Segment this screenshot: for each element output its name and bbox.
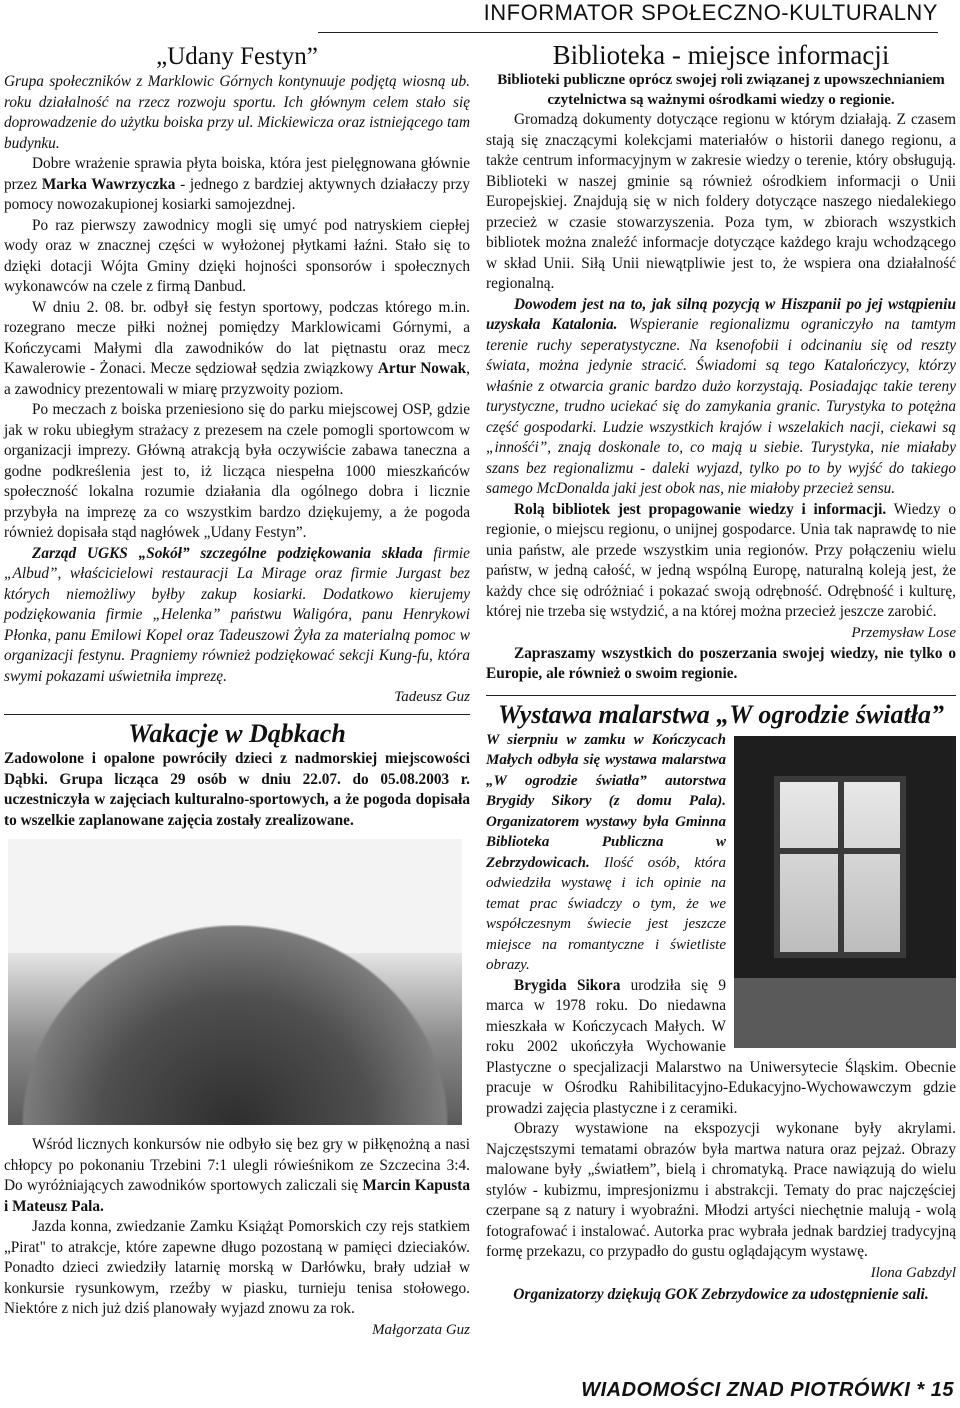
text: urodziła się 9 marca w 1978 roku. Do niedawna mieszkała w Kończycach Małych. W roku 2002 ukończyła Wychowanie Plastyczne o specjalizacji Malarstwo na Uniwersytecie Śląskim. Obecnie pracuje w Ośrodku Rahibilitacyjno-Edukacyjno-Wychowawczym gdzie prowadzi zajęcia plastyczne i z ceramiki. (486, 976, 956, 1117)
biblioteka-paragraph (486, 500, 956, 623)
biblioteka-title: Biblioteka - miejsce informacji (552, 40, 890, 70)
bold-lead: Rolą bibliotek jest propagowanie wiedzy i informacji. (514, 500, 887, 518)
festyn-thanks (4, 544, 470, 688)
text: Ilość osób, która odwiedziła wystawę i ich opinie na temat prac świadczy o tym, że we współczesnym świecie jest jeszcze miejsce na romantyczne i świetliste obrazy. (486, 854, 726, 973)
left-column (4, 40, 470, 1341)
festyn-intro: Grupa społeczników z Marklowic Górnych kontynuuje podjętą wiosną ub. roku działalność na rzecz rozwoju sportu. Ich głównym celem stało się doprowadzenie do użytku boiska przy ul. Mickiewicza oraz istniejącego tam budynku. (4, 73, 470, 152)
group-photo (8, 839, 462, 1125)
biblioteka-paragraph: Gromadzą dokumenty dotyczące regionu w którym działają. Z czasem stają się znaczącymi kolekcjami materiałów o historii danego regionu, a także centrum informacyjnym w zakresie wiedzy o terenie, który obsługują. Biblioteki w naszej gminie są również ośrodkiem informacji o Unii Europejskiej. Znajdują się w nich foldery dotyczące naszego niedalekiego przecież w czasie stowarzyszenia. Poza tym, w zbiorach wszystkich bibliotek można znaleźć informacje dotyczące każdego kraju wchodzącego w skład Unii. Siłą Unii niewątpliwie jest to, że wspiera ona działalność regionalną. (486, 111, 956, 292)
person-name: Artur Nowak (377, 360, 467, 377)
wakacje-paragraph: Jazda konna, zwiedzanie Zamku Książąt Pomorskich czy rejs statkiem „Pirat" to atrakcje, które zapewne długo pozostaną w pamięci dzieciaków. Ponadto dzieci zwiedziły latarnię morską w Darłówku, brały udział w konkursie rysunkowym, rzeźby w piasku, turnieju tenisa stołowego. Niektóre z nich już dziś planowały wyjazd znowu za rok. (4, 1218, 470, 1317)
wakacje-lead: Zadowolone i opalone powróciły dzieci z nadmorskiej miejscowości Dąbki. Grupa licząca 29 osób w dniu 22.07. do 05.08.2003 r. uczestniczyła w zajęciach kulturalno-sportowych, a że pogoda dopisała to wszelkie zaplanowane zajęcia zostały zrealizowane. (4, 750, 470, 829)
right-column (486, 40, 956, 1306)
festyn-paragraph (4, 298, 470, 401)
wakacje-title: Wakacje w Dąbkach (128, 719, 346, 748)
festyn-paragraph: Po meczach z boiska przeniesiono się do parku miejscowej OSP, gdzie jak w roku ubiegłym strażacy z prezesem na czele pomogli sportowcom w organizacji imprezy. Główną atrakcją była oczywiście zabawa taneczna a godne podkreślenia jest to, iż licząca niespełna 1000 mieszkańców społeczność lokalna rozumie działania dla ogólnego dobra i licznie przybyła na imprezę za co wszystkim bardzo dziękujemy, a że pogoda również dopisała stąd nagłówek „Udany Festyn”. (4, 401, 470, 541)
text: W dniu 2. 08. br. odbył się festyn sportowy, podczas którego m.in. rozegrano mecze piłki nożnej pomiędzy Marklowicami Górnymi, a Kończycami Małymi dla zawodników do lat piętnastu oraz mecz Kawalerowie - Żonaci. Mecze sędziował sędzia związkowy (4, 298, 470, 377)
text: Wiedzy o regionie, o miejscu regionu, o unijnej gospodarce. Unia tak naprawdę to nie unia państw, ale przede wszystkim unia regionów. Przy połączeniu wielu państw, w jedną całość, w jedną wspólną Europę, naturalną koleją jest, że każdy chce się odróżniać i pokazać swoją odrębność. Odrębność i kulturę, której nie trzeba się wstydzić, a na której można przecież jeszcze zarobić. (486, 500, 956, 620)
person-name: Marka Wawrzyczka (41, 175, 176, 193)
photo-people (22, 925, 448, 1125)
biblioteka-lead: Biblioteki publiczne oprócz swojej roli związanej z upowszechnianiem czytelnictwa są ważnymi ośrodkami wiedzy o regionie. (497, 72, 945, 108)
text: W sierpniu w zamku w Kończycach Małych odbyła się wystawa malarstwa „W ogrodzie światła” autorstwa Brygidy Sikory (z domu Pala). Organizatorem wystawy była Gminna Biblioteka Publiczna w Zebrzydowicach. (486, 731, 726, 871)
wakacje-paragraph (4, 1135, 470, 1217)
festyn-paragraph: Po raz pierwszy zawodnicy mogli się umyć pod natryskiem ciepłej wody oraz w znacznej części w wyłożonej płytkami łaźni. Stało się to dzięki dotacji Wójta Gminy dzięki hojności sponsorów i społecznych wykonawców na czele z firmą Danbud. (4, 216, 470, 295)
text: - jednego z bardziej aktywnych działaczy przy pomocy nowozakupionej kosiarki samojezdnej. (4, 175, 470, 213)
text: firmie „Albud”, właścicielowi restauracji La Mirage oraz firmie Jurgast bez których niemożliwy byłby zakup kosiarki. Dodatkowo kierujemy podziękowania firmie „Helenka” państwu Waligóra, panu Henrykowi Płonka, panu Emilowi Kopel oraz Tadeuszowi Żyła za materialną pomoc w organizacji festynu. Pragniemy również podziękować sekcji Kung-fu, która swymi pokazami uświetniła imprezę. (4, 544, 470, 685)
page-footer: WIADOMOŚCI ZNAD PIOTRÓWKI * 15 (581, 1379, 954, 1401)
thanks-lead: Zarząd UGKS „Sokół” szczególne podziękowania składa (32, 544, 423, 562)
wystawa-title: Wystawa malarstwa „W ogrodzie światła” (498, 699, 944, 729)
biblioteka-author: Przemysław Lose (851, 624, 956, 641)
wystawa-thanks: Organizatorzy dziękują GOK Zebrzydowice za udostępnienie sali. (513, 1285, 929, 1303)
text: , a zawodnicy prezentowali w miarę przyzwoity poziom. (4, 360, 470, 398)
person-names: Marcin Kapusta i Mateusz Pala. (4, 1177, 471, 1215)
text: Dobre wrażenie sprawia płyta boiska, która jest pielęgnowana głównie przez (4, 155, 470, 193)
festyn-author: Tadeusz Guz (394, 689, 470, 705)
photo-floor (734, 978, 956, 1048)
page-header: INFORMATOR SPOŁECZNO-KULTURALNY (318, 0, 938, 33)
text: Wspieranie regionalizmu ograniczyło na tamtym terenie ruchy seperatystyczne. Na ksenofobii i odcinaniu się od reszty świata, można jedynie stracić. Świadomi są tego Katalończycy, którzy właśnie z otwarcia granic bardzo dużo korzystają. Posiadając takie tereny turystyczne, trudno uciekać się do zamykania granic. Turystyka to potężna część gospodarki. Ludzie wszystkich krajów i wszelakich nacji, ciekawi są „innośći”, znają doskonale to, co mają u siebie. Turystyka, nie miałaby szans bez regionalizmu - daleki wyjazd, tylko po to by wyjść do takiego samego McDonalda jaki jest obok nas, nie miałoby przecież sensu. (486, 316, 956, 497)
exhibition-photo (734, 736, 956, 1048)
festyn-title: „Udany Festyn” (156, 43, 318, 70)
person-name: Brygida Sikora (514, 976, 621, 994)
photo-window-frame (838, 782, 844, 952)
biblioteka-closing: Zapraszamy wszystkich do poszerzania swojej wiedzy, nie tylko o Europie, ale również o swoim regionie. (486, 644, 956, 682)
wakacje-author: Małgorzata Guz (372, 1321, 470, 1338)
photo-window-frame (780, 848, 900, 854)
divider (486, 695, 956, 696)
bold-lead: Dowodem jest na to, jak silną pozycją w Hiszpanii po jej wstąpieniu uzyskała Katalonia. (486, 295, 956, 333)
festyn-paragraph (4, 154, 470, 216)
wystawa-author: Ilona Gabzdyl (870, 1264, 956, 1281)
biblioteka-paragraph (486, 295, 956, 500)
wystawa-paragraph: Obrazy wystawione na ekspozycji wykonane były akrylami. Najczęstszymi tematami obrazów była martwa natura oraz pejzaż. Obrazy malowane były „światłem”, bielą i chromatyką. Prace nawiązują do wielu stylów - kubizmu, impresjonizmu i abstrakcji. Tematy do prac najczęściej czerpane są z natury i wyobraźni. Młodzi artyści niechętnie malują - wolą fotografować i instalować. Autorka prac wybrała jednak bardziej tradycyjną formę przekazu, co przypadło do gustu oglądającym wystawę. (486, 1120, 956, 1260)
divider (4, 714, 470, 715)
text: Wśród licznych konkursów nie odbyło się bez gry w piłkęnożną a nasi chłopcy po pokonaniu Trzebini 7:1 ulegli rówieśnikom ze Szczecina 3:4. Do wyróżniających zawodników sportowych zaliczali się (4, 1136, 470, 1194)
